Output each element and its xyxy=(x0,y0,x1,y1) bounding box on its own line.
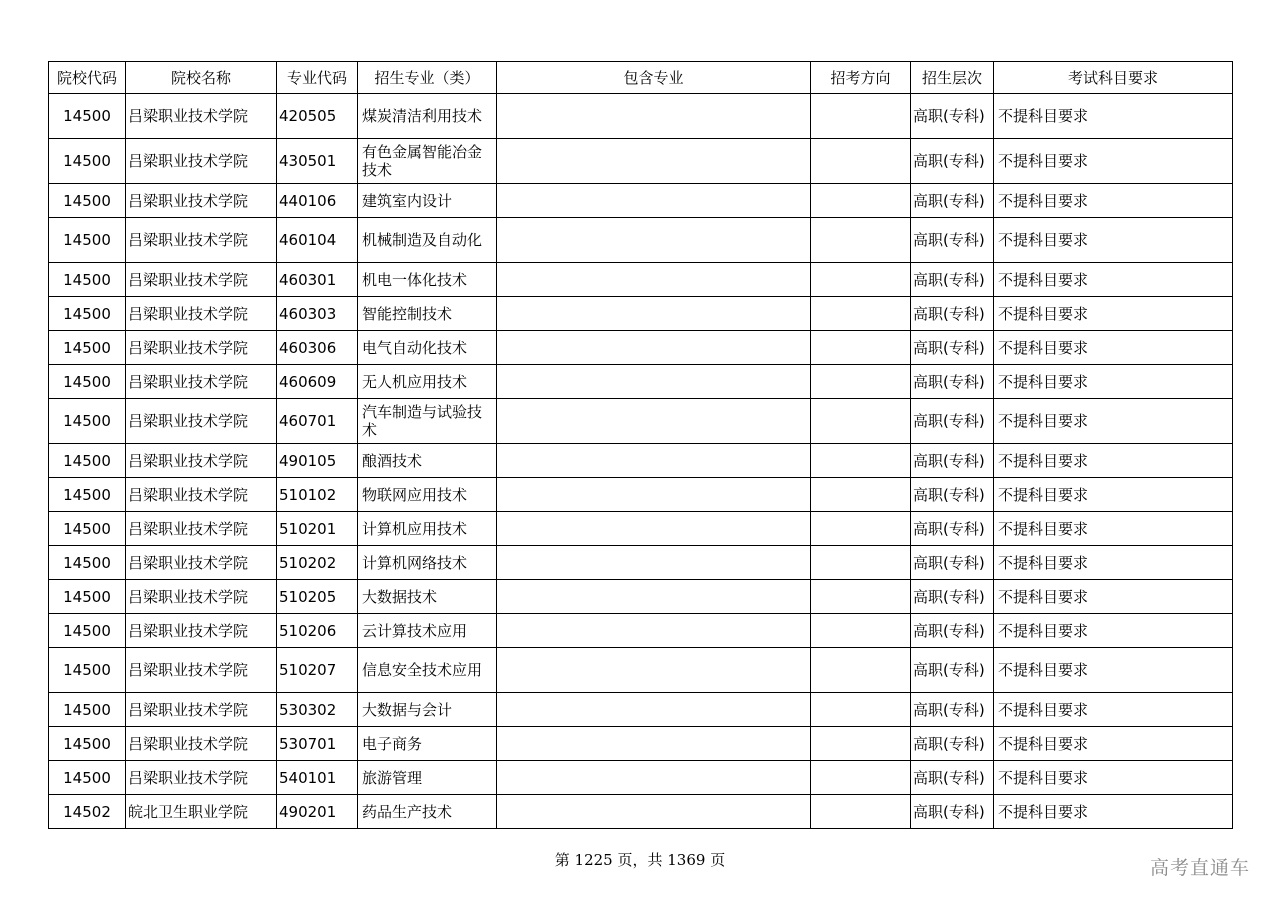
level-cell: 高职(专科) xyxy=(911,331,994,365)
direction-cell xyxy=(811,399,911,444)
major-code-cell: 460306 xyxy=(277,331,358,365)
subject-requirement-cell: 不提科目要求 xyxy=(994,399,1233,444)
school-name-cell: 吕梁职业技术学院 xyxy=(126,761,277,795)
included-majors-cell xyxy=(497,580,811,614)
level-cell: 高职(专科) xyxy=(911,478,994,512)
school-code-cell: 14500 xyxy=(49,761,126,795)
major-code-cell: 510201 xyxy=(277,512,358,546)
major-code-cell: 460701 xyxy=(277,399,358,444)
direction-cell xyxy=(811,365,911,399)
level-cell: 高职(专科) xyxy=(911,512,994,546)
major-cell: 旅游管理 xyxy=(358,761,497,795)
major-code-cell: 540101 xyxy=(277,761,358,795)
school-name-cell: 吕梁职业技术学院 xyxy=(126,444,277,478)
table-row xyxy=(49,297,1233,331)
table-row xyxy=(49,331,1233,365)
subject-requirement-cell: 不提科目要求 xyxy=(994,546,1233,580)
direction-cell xyxy=(811,297,911,331)
table-row xyxy=(49,512,1233,546)
level-cell: 高职(专科) xyxy=(911,218,994,263)
major-code-cell: 460104 xyxy=(277,218,358,263)
table-row xyxy=(49,614,1233,648)
school-code-cell: 14500 xyxy=(49,263,126,297)
subject-requirement-cell: 不提科目要求 xyxy=(994,444,1233,478)
header-subject-requirement: 考试科目要求 xyxy=(994,62,1233,94)
included-majors-cell xyxy=(497,184,811,218)
level-cell: 高职(专科) xyxy=(911,727,994,761)
table-row xyxy=(49,263,1233,297)
included-majors-cell xyxy=(497,512,811,546)
direction-cell xyxy=(811,648,911,693)
table-row xyxy=(49,444,1233,478)
school-name-cell: 吕梁职业技术学院 xyxy=(126,512,277,546)
table-row xyxy=(49,139,1233,184)
school-name-cell: 吕梁职业技术学院 xyxy=(126,727,277,761)
table-row xyxy=(49,795,1233,829)
subject-requirement-cell: 不提科目要求 xyxy=(994,761,1233,795)
school-name-cell: 吕梁职业技术学院 xyxy=(126,139,277,184)
school-name-cell: 吕梁职业技术学院 xyxy=(126,580,277,614)
subject-requirement-cell: 不提科目要求 xyxy=(994,94,1233,139)
major-cell: 建筑室内设计 xyxy=(358,184,497,218)
included-majors-cell xyxy=(497,399,811,444)
subject-requirement-cell: 不提科目要求 xyxy=(994,648,1233,693)
major-code-cell: 530302 xyxy=(277,693,358,727)
major-code-cell: 490105 xyxy=(277,444,358,478)
level-cell: 高职(专科) xyxy=(911,94,994,139)
school-name-cell: 吕梁职业技术学院 xyxy=(126,614,277,648)
level-cell: 高职(专科) xyxy=(911,444,994,478)
level-cell: 高职(专科) xyxy=(911,693,994,727)
major-code-cell: 510205 xyxy=(277,580,358,614)
direction-cell xyxy=(811,546,911,580)
level-cell: 高职(专科) xyxy=(911,139,994,184)
header-level: 招生层次 xyxy=(911,62,994,94)
header-major-code: 专业代码 xyxy=(277,62,358,94)
school-code-cell: 14500 xyxy=(49,331,126,365)
page-number: 第 1225 页，共 1369 页 xyxy=(554,851,726,869)
header-major: 招生专业（类） xyxy=(358,62,497,94)
table-row xyxy=(49,94,1233,139)
level-cell: 高职(专科) xyxy=(911,648,994,693)
level-cell: 高职(专科) xyxy=(911,263,994,297)
school-name-cell: 吕梁职业技术学院 xyxy=(126,218,277,263)
school-code-cell: 14500 xyxy=(49,648,126,693)
table-row xyxy=(49,184,1233,218)
major-cell: 计算机应用技术 xyxy=(358,512,497,546)
included-majors-cell xyxy=(497,139,811,184)
level-cell: 高职(专科) xyxy=(911,761,994,795)
table-row xyxy=(49,727,1233,761)
school-code-cell: 14500 xyxy=(49,399,126,444)
school-code-cell: 14500 xyxy=(49,727,126,761)
subject-requirement-cell: 不提科目要求 xyxy=(994,365,1233,399)
level-cell: 高职(专科) xyxy=(911,297,994,331)
major-code-cell: 510102 xyxy=(277,478,358,512)
direction-cell xyxy=(811,331,911,365)
table-row xyxy=(49,648,1233,693)
school-name-cell: 吕梁职业技术学院 xyxy=(126,693,277,727)
major-code-cell: 420505 xyxy=(277,94,358,139)
included-majors-cell xyxy=(497,795,811,829)
school-name-cell: 吕梁职业技术学院 xyxy=(126,648,277,693)
level-cell: 高职(专科) xyxy=(911,546,994,580)
header-direction: 招考方向 xyxy=(811,62,911,94)
school-code-cell: 14500 xyxy=(49,614,126,648)
major-cell: 云计算技术应用 xyxy=(358,614,497,648)
included-majors-cell xyxy=(497,365,811,399)
major-cell: 电子商务 xyxy=(358,727,497,761)
subject-requirement-cell: 不提科目要求 xyxy=(994,218,1233,263)
table-row xyxy=(49,580,1233,614)
direction-cell xyxy=(811,478,911,512)
header-school-name: 院校名称 xyxy=(126,62,277,94)
included-majors-cell xyxy=(497,761,811,795)
major-cell: 药品生产技术 xyxy=(358,795,497,829)
school-name-cell: 吕梁职业技术学院 xyxy=(126,331,277,365)
school-code-cell: 14500 xyxy=(49,94,126,139)
subject-requirement-cell: 不提科目要求 xyxy=(994,512,1233,546)
major-code-cell: 490201 xyxy=(277,795,358,829)
table-row xyxy=(49,399,1233,444)
direction-cell xyxy=(811,580,911,614)
admissions-table xyxy=(48,61,1233,829)
subject-requirement-cell: 不提科目要求 xyxy=(994,693,1233,727)
major-cell: 大数据技术 xyxy=(358,580,497,614)
major-code-cell: 510202 xyxy=(277,546,358,580)
included-majors-cell xyxy=(497,263,811,297)
included-majors-cell xyxy=(497,478,811,512)
major-code-cell: 530701 xyxy=(277,727,358,761)
included-majors-cell xyxy=(497,444,811,478)
major-cell: 计算机网络技术 xyxy=(358,546,497,580)
major-code-cell: 510206 xyxy=(277,614,358,648)
major-cell: 机电一体化技术 xyxy=(358,263,497,297)
header-school-code: 院校代码 xyxy=(49,62,126,94)
school-code-cell: 14500 xyxy=(49,297,126,331)
level-cell: 高职(专科) xyxy=(911,580,994,614)
major-cell: 有色金属智能冶金技术 xyxy=(358,139,497,184)
major-code-cell: 460609 xyxy=(277,365,358,399)
direction-cell xyxy=(811,727,911,761)
school-code-cell: 14500 xyxy=(49,580,126,614)
direction-cell xyxy=(811,444,911,478)
subject-requirement-cell: 不提科目要求 xyxy=(994,139,1233,184)
included-majors-cell xyxy=(497,331,811,365)
major-cell: 酿酒技术 xyxy=(358,444,497,478)
major-code-cell: 460301 xyxy=(277,263,358,297)
direction-cell xyxy=(811,614,911,648)
table-row xyxy=(49,761,1233,795)
direction-cell xyxy=(811,795,911,829)
level-cell: 高职(专科) xyxy=(911,795,994,829)
school-code-cell: 14500 xyxy=(49,365,126,399)
school-code-cell: 14500 xyxy=(49,512,126,546)
table-row xyxy=(49,546,1233,580)
direction-cell xyxy=(811,184,911,218)
level-cell: 高职(专科) xyxy=(911,614,994,648)
included-majors-cell xyxy=(497,727,811,761)
major-cell: 大数据与会计 xyxy=(358,693,497,727)
header-row xyxy=(49,62,1233,94)
subject-requirement-cell: 不提科目要求 xyxy=(994,478,1233,512)
direction-cell xyxy=(811,761,911,795)
direction-cell xyxy=(811,139,911,184)
major-cell: 无人机应用技术 xyxy=(358,365,497,399)
major-cell: 物联网应用技术 xyxy=(358,478,497,512)
table-row xyxy=(49,478,1233,512)
subject-requirement-cell: 不提科目要求 xyxy=(994,614,1233,648)
school-name-cell: 吕梁职业技术学院 xyxy=(126,478,277,512)
school-code-cell: 14500 xyxy=(49,184,126,218)
major-cell: 汽车制造与试验技术 xyxy=(358,399,497,444)
included-majors-cell xyxy=(497,297,811,331)
school-name-cell: 吕梁职业技术学院 xyxy=(126,94,277,139)
included-majors-cell xyxy=(497,94,811,139)
direction-cell xyxy=(811,263,911,297)
school-name-cell: 吕梁职业技术学院 xyxy=(126,399,277,444)
level-cell: 高职(专科) xyxy=(911,184,994,218)
table-row xyxy=(49,693,1233,727)
watermark-text: 高考直通车 xyxy=(1149,857,1250,879)
direction-cell xyxy=(811,512,911,546)
school-code-cell: 14500 xyxy=(49,478,126,512)
direction-cell xyxy=(811,693,911,727)
subject-requirement-cell: 不提科目要求 xyxy=(994,580,1233,614)
included-majors-cell xyxy=(497,546,811,580)
school-name-cell: 吕梁职业技术学院 xyxy=(126,546,277,580)
school-name-cell: 吕梁职业技术学院 xyxy=(126,365,277,399)
included-majors-cell xyxy=(497,218,811,263)
school-code-cell: 14500 xyxy=(49,693,126,727)
included-majors-cell xyxy=(497,614,811,648)
included-majors-cell xyxy=(497,693,811,727)
school-name-cell: 吕梁职业技术学院 xyxy=(126,263,277,297)
direction-cell xyxy=(811,94,911,139)
major-code-cell: 440106 xyxy=(277,184,358,218)
school-code-cell: 14502 xyxy=(49,795,126,829)
included-majors-cell xyxy=(497,648,811,693)
school-code-cell: 14500 xyxy=(49,444,126,478)
direction-cell xyxy=(811,218,911,263)
school-code-cell: 14500 xyxy=(49,546,126,580)
major-cell: 信息安全技术应用 xyxy=(358,648,497,693)
subject-requirement-cell: 不提科目要求 xyxy=(994,727,1233,761)
major-cell: 电气自动化技术 xyxy=(358,331,497,365)
subject-requirement-cell: 不提科目要求 xyxy=(994,795,1233,829)
major-code-cell: 430501 xyxy=(277,139,358,184)
major-code-cell: 510207 xyxy=(277,648,358,693)
header-included-majors: 包含专业 xyxy=(497,62,811,94)
subject-requirement-cell: 不提科目要求 xyxy=(994,297,1233,331)
school-code-cell: 14500 xyxy=(49,139,126,184)
table-row xyxy=(49,365,1233,399)
major-cell: 智能控制技术 xyxy=(358,297,497,331)
school-name-cell: 吕梁职业技术学院 xyxy=(126,297,277,331)
school-code-cell: 14500 xyxy=(49,218,126,263)
subject-requirement-cell: 不提科目要求 xyxy=(994,263,1233,297)
major-code-cell: 460303 xyxy=(277,297,358,331)
table-row xyxy=(49,218,1233,263)
school-name-cell: 皖北卫生职业学院 xyxy=(126,795,277,829)
level-cell: 高职(专科) xyxy=(911,399,994,444)
major-cell: 机械制造及自动化 xyxy=(358,218,497,263)
major-cell: 煤炭清洁利用技术 xyxy=(358,94,497,139)
subject-requirement-cell: 不提科目要求 xyxy=(994,331,1233,365)
subject-requirement-cell: 不提科目要求 xyxy=(994,184,1233,218)
level-cell: 高职(专科) xyxy=(911,365,994,399)
school-name-cell: 吕梁职业技术学院 xyxy=(126,184,277,218)
